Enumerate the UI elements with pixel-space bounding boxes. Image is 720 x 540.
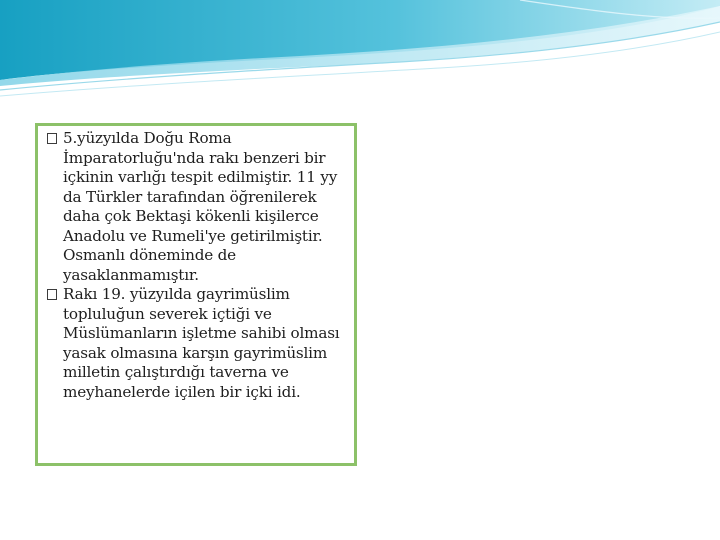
bullet-text-1: 5.yüzyılda Doğu Roma İmparatorluğu'nda rakı benzeri bir içkinin varlığı tespit edilmiştir. 11 yy da Türkler tarafından öğrenilerek daha çok Bektaşi kökenli kişilerce Anadolu ve Rumeli'ye getirilmiştir. Osmanlı döneminde de yasaklanmamıştır. [63, 129, 338, 284]
header-wave-decoration [0, 0, 720, 110]
square-bullet-icon [47, 133, 57, 144]
bullet-paragraph-1 [47, 129, 348, 285]
bullet-paragraph-2 [47, 285, 348, 402]
bullet-text-2: Rakı 19. yüzyılda gayrimüslim topluluğun severek içtiği ve Müslümanların işletme sahibi olması yasak olmasına karşın gayrimüslim milletin çalıştırdığı taverna ve meyhanelerde içilen bir içki idi. [63, 285, 340, 401]
content-text-box [35, 123, 357, 466]
square-bullet-icon [47, 289, 57, 300]
